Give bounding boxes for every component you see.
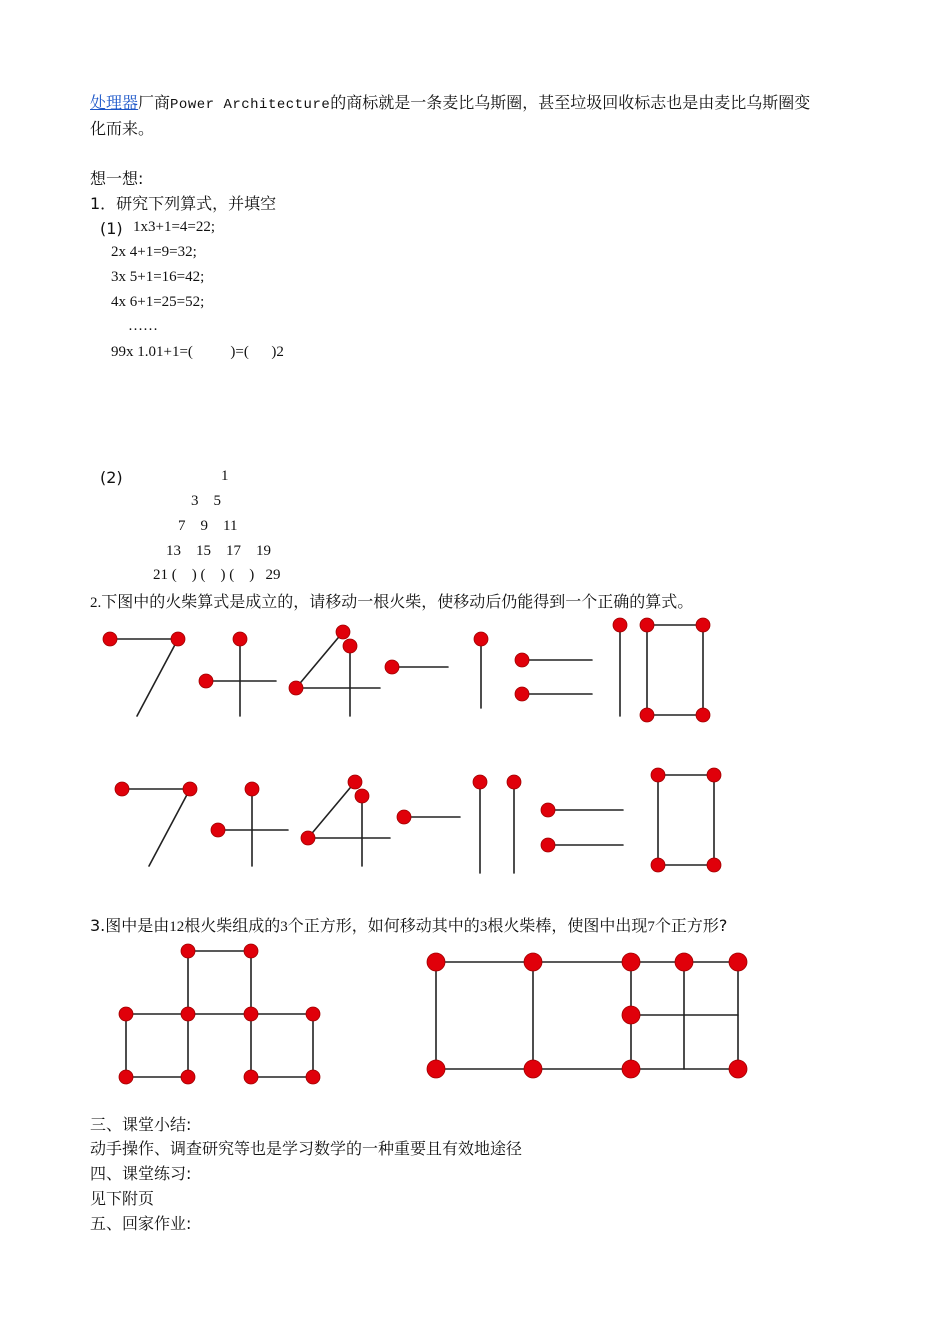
triangle-row-3: 7 9 11 [178, 518, 238, 534]
brand-name: Power Architecture [170, 97, 331, 113]
triangle-row-4: 13 15 17 19 [166, 543, 271, 559]
digit-four-matchsticks [289, 625, 380, 716]
triangle-row-5: 21 ( ) ( ) ( ) 29 [153, 567, 281, 583]
part-1-label: (1) [100, 219, 123, 238]
q3-text-a: 3.图中是由 [90, 916, 170, 935]
three-squares-matchstick-figure [119, 944, 320, 1084]
q3-text-b: 根火柴组成的 [184, 916, 281, 935]
equation-2: 2x 4+1=9=32; [111, 244, 197, 260]
q3-num-3b: 3 [479, 919, 488, 935]
minus-sign-matchstick [385, 660, 448, 674]
summary-text: 动手操作、调查研究等也是学习数学的一种重要且有效地途径 [90, 1139, 523, 1158]
q3-text-d: 根火柴棒，使图中出现 [487, 916, 648, 935]
digit-four-matchsticks-2 [301, 775, 390, 866]
section-4-heading: 四、课堂练习: [90, 1164, 192, 1183]
q3-num-3: 3 [280, 919, 288, 935]
part-2-label: (2) [100, 468, 123, 487]
equals-sign-matchsticks [515, 653, 592, 701]
digit-one-matchstick [474, 632, 488, 708]
triangle-row-2: 3 5 [191, 493, 221, 509]
q2-text: 下图中的火柴算式是成立的，请移动一根火柴，使移动后仍能得到一个正确的算式。 [101, 592, 694, 611]
triangle-row-1: 1 [221, 468, 229, 484]
minus-sign-matchstick-2 [397, 810, 460, 824]
matchstick-equation-second [115, 768, 721, 873]
think-heading: 想一想: [90, 169, 144, 188]
plus-sign-matchsticks [199, 632, 276, 716]
ellipsis: …… [128, 318, 158, 334]
question-1: 1．研究下列算式，并填空 [90, 194, 277, 213]
q3-num-7: 7 [647, 919, 655, 935]
equals-sign-matchsticks-2 [541, 803, 623, 852]
digit-seven-matchsticks-2 [115, 782, 197, 866]
intro-text-b: 的商标就是一条麦比乌斯圈，甚至垃圾回收标志也是由麦比乌斯圈变 [330, 93, 811, 112]
equation-5-fill-blank: 99x 1.01+1=( )=( )2 [111, 344, 284, 360]
section-5-heading: 五、回家作业: [90, 1214, 192, 1233]
digit-eleven-matchsticks [473, 775, 521, 873]
section-3-heading: 三、课堂小结: [90, 1115, 192, 1134]
digit-zero-matchsticks-2 [651, 768, 721, 872]
practice-text: 见下附页 [90, 1189, 155, 1208]
intro-text-a: 厂商 [138, 93, 171, 112]
intro-line-2: 化而来。 [90, 119, 155, 138]
q3-text-e: 个正方形? [654, 916, 728, 935]
equation-4: 4x 6+1=25=52; [111, 294, 205, 310]
q2-number: 2. [90, 595, 102, 611]
digit-seven-matchsticks [103, 632, 185, 716]
equation-1: 1x3+1=4=22; [133, 219, 216, 235]
processor-link[interactable]: 处理器 [90, 93, 139, 112]
plus-sign-matchsticks-2 [211, 782, 288, 866]
digit-one-tall-matchstick [613, 618, 627, 716]
equation-3: 3x 5+1=16=42; [111, 269, 205, 285]
digit-zero-matchsticks [640, 618, 710, 722]
matchstick-equation-original [103, 618, 710, 722]
q3-text-c: 个正方形，如何移动其中的 [287, 916, 480, 935]
seven-squares-matchstick-figure [427, 953, 747, 1078]
q3-num-12: 12 [169, 919, 185, 935]
